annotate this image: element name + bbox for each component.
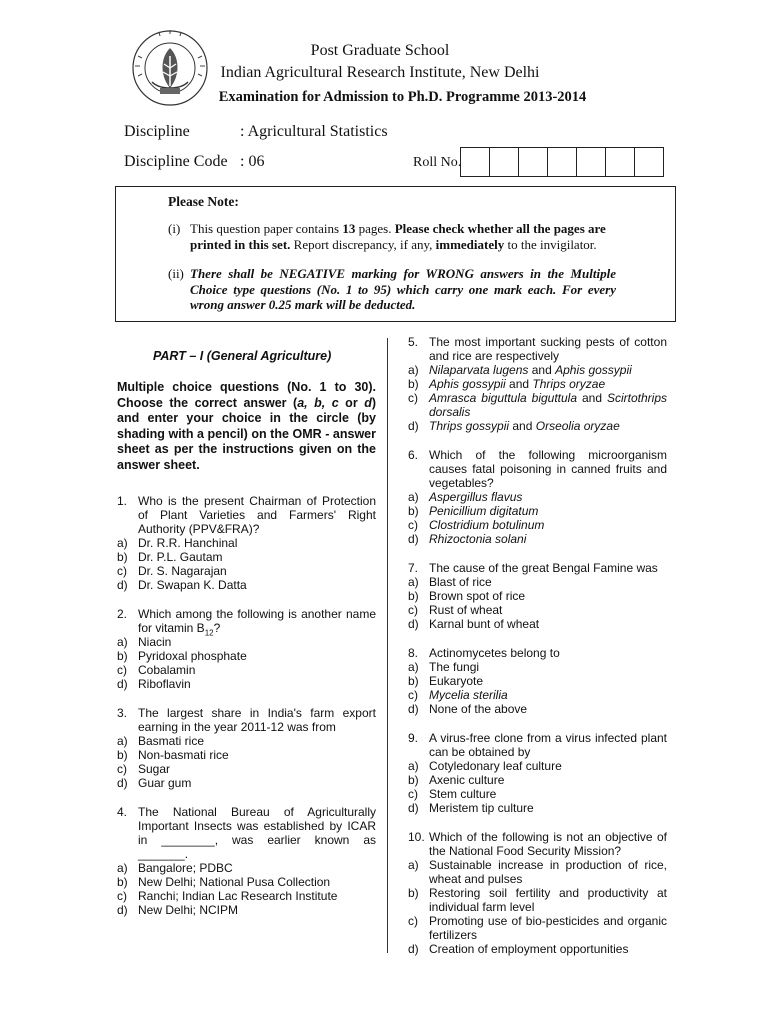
note-item-i: (i) This question paper contains 13 pages. Please check whether all the pages are printed in this set. Report discrepancy, if any, immediately to the invigilator. [168, 221, 606, 252]
option-c[interactable]: c) Dr. S. Nagarajan [117, 564, 227, 578]
question-6: 6. Which of the following microorganism causes fatal poisoning in canned fruits and vegetables? a) Aspergillus flavus b) Penicillium digitatum c) Clostridium botulinum d) Rhizoctonia solani [408, 448, 667, 546]
question-2: 2. Which among the following is another name for vitamin $B_{12}$? a) Niacin b) Pyridoxal phosphate c) Cobalamin d) Riboflavin [117, 607, 376, 691]
option-c[interactable]: c) Clostridium botulinum [408, 518, 545, 532]
question-1: 1. Who is the present Chairman of Protection of Plant Varieties and Farmers' Right Authority (PPV&FRA)? a) Dr. R.R. Hanchinal b) Dr. P.L. Gautam c) Dr. S. Nagarajan d) Dr. Swapan K. Datta [117, 494, 376, 592]
school-name: Post Graduate School [310, 42, 450, 59]
note-item-ii: (ii) There shall be NEGATIVE marking for WRONG answers in the Multiple Choice type questions (No. 1 to 95) which carry one mark each. For every wrong answer 0.25 mark will be deducted. [168, 266, 616, 312]
discipline-value: : Agricultural Statistics [240, 123, 388, 140]
option-b[interactable]: b) Aphis gossypii and Thrips oryzae [408, 377, 606, 391]
option-a[interactable]: a) Sustainable increase in production of rice, wheat and pulses [408, 858, 667, 886]
discipline-code-row [124, 153, 264, 171]
discipline-row [124, 123, 388, 141]
option-d[interactable]: d) Creation of employment opportunities [408, 942, 629, 956]
option-a[interactable]: a) Aspergillus flavus [408, 490, 523, 504]
roll-digit-box[interactable] [489, 147, 519, 177]
option-c[interactable]: c) Cobalamin [117, 663, 196, 677]
option-b[interactable]: b) Brown spot of rice [408, 589, 526, 603]
option-a[interactable]: a) Niacin [117, 635, 172, 649]
option-b[interactable]: b) Restoring soil fertility and productivity at individual farm level [408, 886, 667, 914]
option-b[interactable]: b) Non-basmati rice [117, 748, 229, 762]
part-instructions: Multiple choice questions (No. 1 to 30). Choose the correct answer (a, b, c or d) and enter your choice in the circle (by shading with a pencil) on the OMR - answer sheet as per the instructions given on the answer sheet. [117, 380, 376, 472]
option-b[interactable]: b) Penicillium digitatum [408, 504, 539, 518]
option-a[interactable]: a) Blast of rice [408, 575, 492, 589]
question-4: 4. The National Bureau of Agriculturally Important Insects was established by ICAR in ________, was earlier known as _______. a) Bangalore; PDBC b) New Delhi; National Pusa Collection c) Ranchi; Indian Lac Research Institute d) New Delhi; NCIPM [117, 805, 376, 917]
option-a[interactable]: a) Bangalore; PDBC [117, 861, 233, 875]
option-d[interactable]: d) None of the above [408, 702, 528, 716]
option-b[interactable]: b) Pyridoxal phosphate [117, 649, 247, 663]
option-d[interactable]: d) Rhizoctonia solani [408, 532, 527, 546]
option-d[interactable]: d) Dr. Swapan K. Datta [117, 578, 247, 592]
part-title: PART – I (General Agriculture) [153, 349, 332, 363]
option-b[interactable]: b) Axenic culture [408, 773, 505, 787]
option-c[interactable]: c) Ranchi; Indian Lac Research Institute [117, 889, 338, 903]
exam-title: Examination for Admission to Ph.D. Programme 2013-2014 [218, 89, 587, 105]
option-a[interactable]: a) Dr. R.R. Hanchinal [117, 536, 238, 550]
question-3: 3. The largest share in India's farm export earning in the year 2011-12 was from a) Basmati rice b) Non-basmati rice c) Sugar d) Guar gum [117, 706, 376, 790]
roll-digit-box[interactable] [605, 147, 635, 177]
option-d[interactable]: d) Thrips gossypii and Orseolia oryzae [408, 419, 620, 433]
institute-name: Indian Agricultural Research Institute, New Delhi [220, 64, 540, 81]
roll-digit-box[interactable] [547, 147, 577, 177]
roll-digit-box[interactable] [518, 147, 548, 177]
note-title: Please Note: [168, 194, 239, 209]
option-b[interactable]: b) Dr. P.L. Gautam [117, 550, 223, 564]
question-10: 10. Which of the following is not an objective of the National Food Security Mission? a) Sustainable increase in production of rice, wheat and pulses b) Restoring soil fertility and productivity at individual farm level c) Promoting use of bio-pesticides and organic fertilizers d) Creation of employment opportunities [408, 830, 667, 956]
option-c[interactable]: c) Rust of wheat [408, 603, 503, 617]
option-c[interactable]: c) Promoting use of bio-pesticides and organic fertilizers [408, 914, 667, 942]
option-c[interactable]: c) Mycelia sterilia [408, 688, 508, 702]
question-7: 7. The cause of the great Bengal Famine was a) Blast of rice b) Brown spot of rice c) Rust of wheat d) Karnal bunt of wheat [408, 561, 667, 631]
option-a[interactable]: a) Nilaparvata lugens and Aphis gossypii [408, 363, 632, 377]
discipline-code-value: : 06 [240, 153, 265, 170]
discipline-code-label: Discipline Code [124, 153, 228, 170]
option-d[interactable]: d) Riboflavin [117, 677, 191, 691]
question-9: 9. A virus-free clone from a virus infected plant can be obtained by a) Cotyledonary leaf culture b) Axenic culture c) Stem culture d) Meristem tip culture [408, 731, 667, 815]
option-a[interactable]: a) The fungi [408, 660, 480, 674]
option-c[interactable]: c) Stem culture [408, 787, 497, 801]
roll-digit-box[interactable] [634, 147, 664, 177]
option-b[interactable]: b) Eukaryote [408, 674, 484, 688]
option-d[interactable]: d) Meristem tip culture [408, 801, 534, 815]
column-divider [387, 338, 388, 953]
roll-digit-box[interactable] [460, 147, 490, 177]
left-column [117, 335, 376, 932]
please-note-box [115, 186, 676, 322]
question-8: 8. Actinomycetes belong to a) The fungi b) Eukaryote c) Mycelia sterilia d) None of the above [408, 646, 667, 716]
option-d[interactable]: d) Karnal bunt of wheat [408, 617, 540, 631]
right-column [408, 335, 667, 971]
option-d[interactable]: d) Guar gum [117, 776, 192, 790]
option-b[interactable]: b) New Delhi; National Pusa Collection [117, 875, 331, 889]
discipline-label: Discipline [124, 123, 190, 140]
roll-digit-box[interactable] [576, 147, 606, 177]
option-a[interactable]: a) Basmati rice [117, 734, 205, 748]
option-c[interactable]: c) Sugar [117, 762, 171, 776]
option-a[interactable]: a) Cotyledonary leaf culture [408, 759, 562, 773]
roll-number-boxes [461, 147, 664, 177]
option-d[interactable]: d) New Delhi; NCIPM [117, 903, 239, 917]
question-5: 5. The most important sucking pests of cotton and rice are respectively a) Nilaparvata lugens and Aphis gossypii b) Aphis gossypii and Thrips oryzae c) Amrasca biguttula biguttula and Scirtothrips dorsalis d) Thrips gossypii and Orseolia oryzae [408, 335, 667, 433]
option-c[interactable]: c) Amrasca biguttula biguttula and Scirtothrips dorsalis [408, 391, 667, 419]
roll-number-label: Roll No. [413, 155, 462, 170]
